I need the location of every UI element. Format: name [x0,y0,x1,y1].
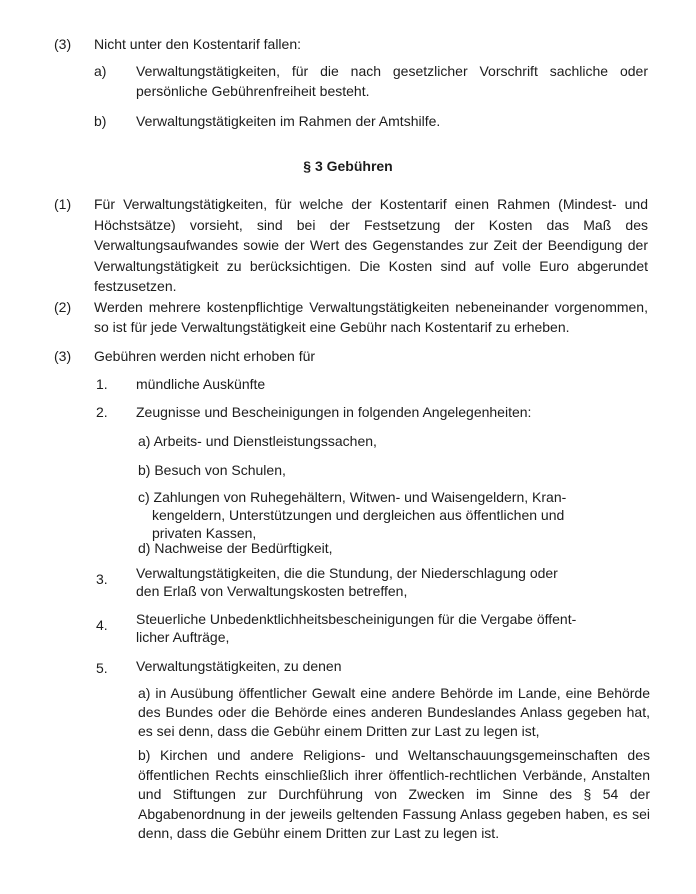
sub-item: d) Nachweise der Bedürftigkeit, [138,540,333,556]
paragraph-number: (1) [54,196,72,212]
text-line: Für Verwaltungstätigkeiten, für welche der Kostentarif einen Rahmen (Mindest- und [94,196,648,212]
list-number: 3. [96,571,108,587]
text-line: es sei denn, dass die Gebühr einem Dritten zur Last zu legen ist, [138,723,540,739]
sub-item: b) Besuch von Schulen, [138,462,286,478]
paragraph-text [94,297,648,337]
text-line: Steuerliche Unbedenktlichheitsbescheinigungen für die Vergabe öffent- [136,611,577,627]
sub-item: a) Arbeits- und Dienstleistungssachen, [138,433,377,449]
item-label: a) [94,63,107,79]
text-line: licher Aufträge, [136,629,230,645]
text-line: kengeldern, Unterstützungen und dergleichen aus öffentlichen und [152,507,565,523]
list-number: 4. [96,617,108,633]
list-item [136,564,558,600]
sub-item [138,684,650,741]
text-line: Höchstsätze) vorsieht, sind bei der Festsetzung der Kosten das Maß des [94,216,648,233]
item-text [136,61,648,101]
text-line: Verwaltungstätigkeit zu berücksichtigen. Die Kosten sind auf volle Euro abgerundet [94,257,648,274]
list-item: Verwaltungstätigkeiten, zu denen [136,658,342,674]
list-item: Zeugnisse und Bescheinigungen in folgenden Angelegenheiten: [136,404,532,420]
paragraph-number: (2) [54,299,72,315]
list-item [136,610,576,646]
text-line: denn, dass die Gebühr einem Dritten zur Last zu legen ist. [138,825,500,841]
list-number: 5. [96,660,108,676]
text-line: des Bundes oder die Behörde eines anderen Bundeslandes Anlass gegeben hat, [138,704,650,720]
paragraph-text: Gebühren werden nicht erhoben für [94,348,316,364]
text-line: b) Kirchen und andere Religions- und Weltanschauungsgemeinschaften des [138,747,650,763]
text-line: und Stiftungen zur Durchführung von Zwecken im Sinne des § 54 der [138,786,650,802]
text-line: a) in Ausübung öffentlicher Gewalt eine andere Behörde im Lande, eine Behörde [138,685,650,701]
text-line: Werden mehrere kostenpflichtige Verwaltungstätigkeiten nebeneinander vorgenommen, [94,299,648,315]
item-text: Verwaltungstätigkeiten im Rahmen der Amtshilfe. [136,113,441,129]
text-line: festzusetzen. [94,278,177,294]
text-line: persönliche Gebührenfreiheit besteht. [136,83,370,99]
section-heading: § 3 Gebühren [303,158,393,174]
list-number: 2. [96,404,108,420]
paragraph-text [94,194,648,297]
paragraph-number: (3) [54,348,72,364]
text-line: so ist für jede Verwaltungstätigkeit eine Gebühr nach Kostentarif zu erheben. [94,319,570,335]
text-line: Verwaltungsaufwandes sowie der Wert des Gegenstandes zur Zeit der Beendigung der [94,237,648,253]
list-number: 1. [96,376,108,392]
list-item: mündliche Auskünfte [136,376,266,392]
paragraph-number: (3) [54,36,72,52]
item-label: b) [94,113,107,129]
text-line: c) Zahlungen von Ruhegehältern, Witwen- und Waisengeldern, Kran- [138,489,567,505]
paragraph-text: Nicht unter den Kostentarif fallen: [94,36,302,52]
text-line: Verwaltungstätigkeiten, die die Stundung, der Niederschlagung oder [136,565,558,581]
text-line: privaten Kassen, [152,525,257,541]
text-line: Abgabenordnung in der jeweils geltenden Fassung Anlass gegeben haben, es sei [138,805,650,822]
text-line: Verwaltungstätigkeiten, für die nach gesetzlicher Vorschrift sachliche oder [136,63,648,79]
text-line: öffentlichen Rechts einschließlich ihrer öffentlich-rechtlichen Verbände, Anstalten [138,766,650,783]
sub-item [138,746,650,844]
sub-item [138,488,566,542]
text-line: den Erlaß von Verwaltungskosten betreffen, [136,583,408,599]
